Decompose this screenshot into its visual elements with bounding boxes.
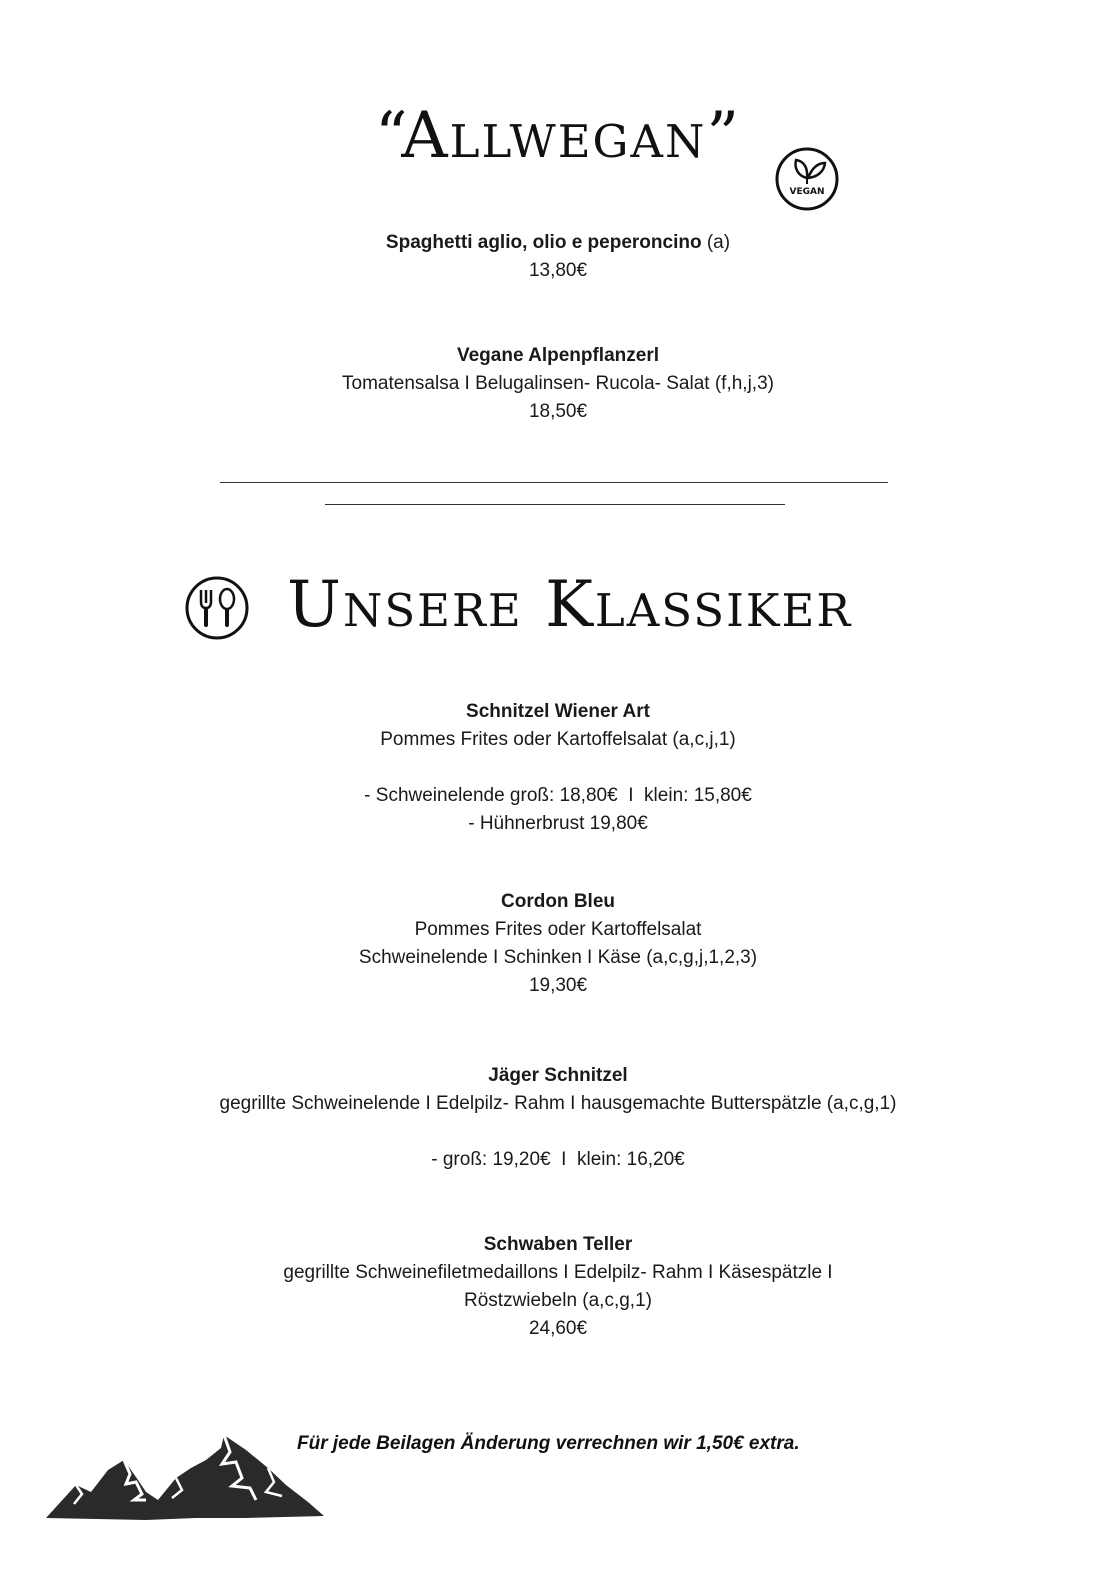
- cutlery-icon: [184, 575, 250, 641]
- menu-item-price: 18,50€: [528, 401, 588, 422]
- menu-item-variant: - Schweinelende groß: 18,80€ I klein: 15,80€: [364, 785, 752, 806]
- menu-item-description: gegrillte Schweinefiletmedaillons I Edelpilz- Rahm I Käsespätzle I: [283, 1262, 833, 1283]
- menu-item-price: 24,60€: [528, 1318, 588, 1339]
- menu-item-alpenpflanzerl: [0, 342, 1116, 426]
- menu-item-spacer: [0, 1118, 1116, 1146]
- menu-item-name: Schnitzel Wiener Art: [466, 701, 650, 722]
- menu-item-variant: - Hühnerbrust 19,80€: [468, 813, 648, 834]
- vegan-badge-icon: [774, 146, 840, 212]
- footer-note: Für jede Beilagen Änderung verrechnen wir 1,50€ extra.: [297, 1433, 800, 1454]
- menu-item-description: Pommes Frites oder Kartoffelsalat (a,c,j,1): [380, 729, 736, 750]
- menu-item-price: 13,80€: [528, 260, 588, 281]
- menu-item-description: Tomatensalsa I Belugalinsen- Rucola- Salat (f,h,j,3): [342, 373, 774, 394]
- menu-item-name: Vegane Alpenpflanzerl: [456, 345, 659, 366]
- menu-item-allergens: (a): [701, 232, 731, 253]
- classics-section-title: Unsere Klassiker: [287, 568, 853, 642]
- menu-item-name: Jäger Schnitzel: [488, 1065, 628, 1086]
- menu-item-jaeger-schnitzel: [0, 1062, 1116, 1174]
- menu-item-cordon-bleu: [0, 888, 1116, 1000]
- menu-item-name: Schwaben Teller: [483, 1234, 633, 1255]
- vegan-badge-label: VEGAN: [789, 187, 825, 197]
- menu-item-description: Röstzwiebeln (a,c,g,1): [464, 1290, 652, 1311]
- menu-item-price: 19,30€: [528, 975, 588, 996]
- menu-item-spaghetti: [0, 229, 1116, 285]
- menu-item-description: Schweinelende I Schinken I Käse (a,c,g,j,1,2,3): [358, 947, 758, 968]
- menu-item-schnitzel-wiener-art: [0, 698, 1116, 838]
- section-divider-short: [325, 504, 785, 505]
- menu-item-name: Spaghetti aglio, olio e peperoncino: [385, 232, 702, 253]
- menu-item-description: gegrillte Schweinelende I Edelpilz- Rahm I hausgemachte Butterspätzle (a,c,g,1): [219, 1093, 897, 1114]
- vegan-section-title: “Allwegan”: [374, 99, 742, 173]
- menu-item-description: Pommes Frites oder Kartoffelsalat: [414, 919, 702, 940]
- menu-item-variant: - groß: 19,20€ I klein: 16,20€: [431, 1149, 685, 1170]
- menu-item-title-line: [0, 229, 1116, 257]
- menu-item-schwaben-teller: [0, 1231, 1116, 1343]
- mountain-illustration-icon: [46, 1430, 326, 1522]
- menu-item-name: Cordon Bleu: [501, 891, 615, 912]
- menu-item-spacer: [0, 754, 1116, 782]
- section-divider-long: [220, 482, 888, 483]
